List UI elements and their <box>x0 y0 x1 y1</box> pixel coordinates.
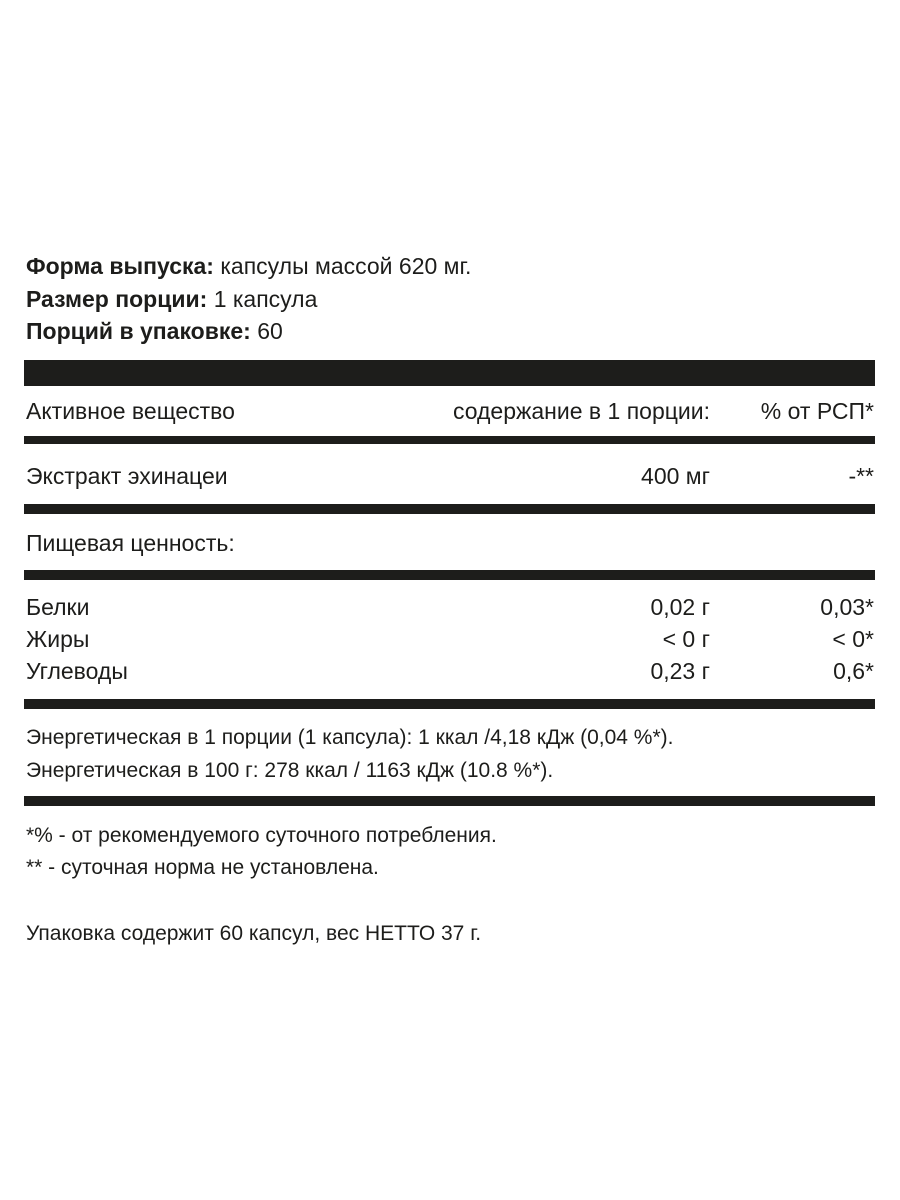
servings-per-pack-line <box>26 315 283 348</box>
nutrition-row-fat-name: Жиры <box>26 626 90 652</box>
release-form-line <box>26 250 471 283</box>
nutrition-row-carbs-name: Углеводы <box>26 658 128 684</box>
servings-per-pack-value: 60 <box>257 318 283 344</box>
active-ingredient-amount: 400 мг <box>641 463 710 489</box>
nutrition-row-carbs-percent: 0,6* <box>833 658 874 684</box>
active-divider <box>24 504 875 514</box>
nutrition-row-protein-amount: 0,02 г <box>650 594 710 620</box>
package-contents: Упаковка содержит 60 капсул, вес НЕТТО 37 г. <box>26 922 482 945</box>
nutrition-divider <box>24 570 875 580</box>
nutrition-bottom-divider <box>24 699 875 709</box>
nutrition-row-carbs-amount: 0,23 г <box>650 658 710 684</box>
nutrition-row-protein-name: Белки <box>26 594 90 620</box>
release-form-label: Форма выпуска: <box>26 253 214 279</box>
header-percent-rsp: % от РСП* <box>760 398 874 424</box>
serving-size-line <box>26 283 317 316</box>
header-divider <box>24 436 875 444</box>
nutrition-row-protein-percent: 0,03* <box>820 594 874 620</box>
nutrition-row-fat-percent: < 0* <box>832 626 874 652</box>
footnote-rsp: *% - от рекомендуемого суточного потребления. <box>26 824 497 847</box>
header-content-per-serving: содержание в 1 порции: <box>452 398 710 424</box>
servings-per-pack-label: Порций в упаковке: <box>26 318 251 344</box>
nutrition-row-fat-amount: < 0 г <box>662 626 710 652</box>
active-ingredient-percent: -** <box>848 463 874 489</box>
energy-divider <box>24 796 875 806</box>
nutrition-title: Пищевая ценность: <box>26 530 235 556</box>
serving-size-value: 1 капсула <box>213 286 318 312</box>
header-active-substance: Активное вещество <box>26 398 235 424</box>
release-form-value: капсулы массой 620 мг. <box>220 253 472 279</box>
table-top-bar <box>24 360 875 386</box>
active-ingredient-name: Экстракт эхинацеи <box>26 463 228 489</box>
serving-size-label: Размер порции: <box>26 286 208 312</box>
footnote-not-established: ** - суточная норма не установлена. <box>26 856 379 879</box>
energy-per-serving: Энергетическая в 1 порции (1 капсула): 1 ккал /4,18 кДж (0,04 %*). <box>26 726 674 749</box>
energy-per-100g: Энергетическая в 100 г: 278 ккал / 1163 кДж (10.8 %*). <box>26 759 554 782</box>
